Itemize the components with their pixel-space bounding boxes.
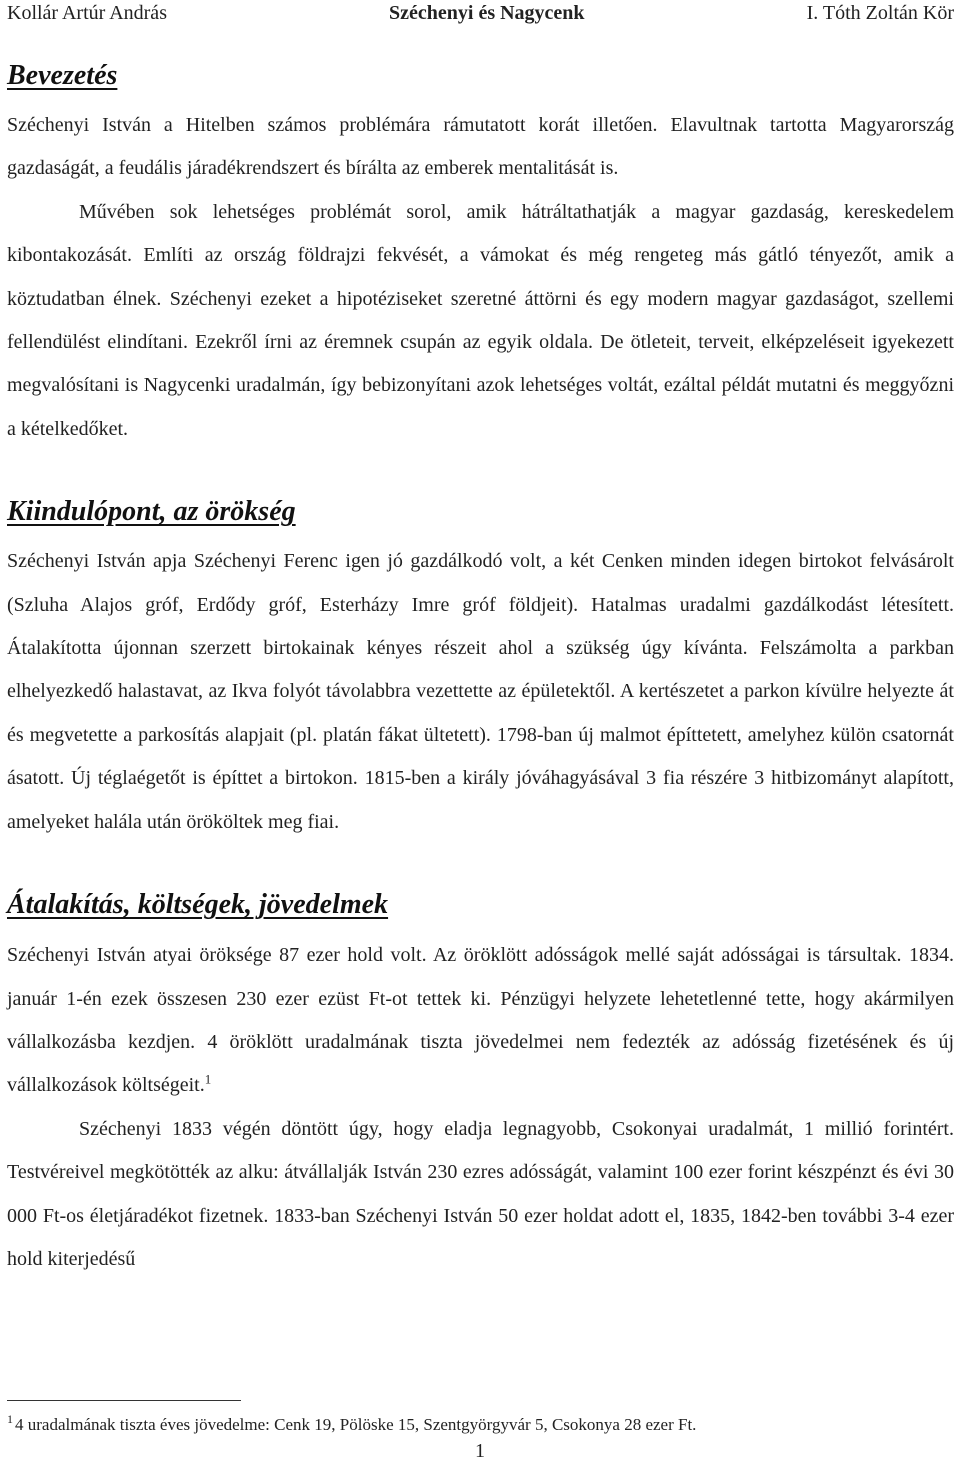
- running-header: [7, 0, 954, 25]
- paragraph-atalakitas-1: [7, 934, 954, 1108]
- header-author: Kollár Artúr András: [7, 2, 167, 24]
- footnote: [7, 1414, 696, 1436]
- paragraph-atalakitas-2: [7, 1108, 954, 1282]
- footnote-separator: [7, 1400, 241, 1401]
- paragraph-bevezetes-opening: Széchenyi István a Hitelben számos problémára rámutatott korát illetően. Elavultnak tartotta Magyarország gazdaságát, a feudális járadékrendszert és bírálta az emberek mentalitását is.: [7, 114, 954, 180]
- header-title: Széchenyi és Nagycenk: [389, 2, 585, 24]
- section-heading-bevezetes: Bevezetés: [7, 60, 118, 91]
- section-heading-kiindulopont: Kiindulópont, az örökség: [7, 496, 296, 528]
- paragraph-bevezetes: [7, 104, 954, 451]
- footnote-reference[interactable]: 1: [204, 1071, 212, 1087]
- header-organization: I. Tóth Zoltán Kör: [806, 2, 954, 24]
- paragraph-bevezetes-body: Művében sok lehetséges problémát sorol, amik hátráltathatják a magyar gazdaság, kereskedelem kibontakozását. Említi az ország földrajzi fekvését, a vámokat és még rengeteg más gátló tényezőt, amik a köztudatban élnek. Széchenyi ezeket a hipotéziseket szeretné áttörni és egy modern magyar gazdaságot, szellemi fellendülést elindítani. Ezekről írni az éremnek csupán az egyik oldala. De ötleteit, terveit, elképzeléseit igyekezett megvalósítani is Nagycenki uradalmán, így bebizonyítani azok lehetséges voltát, ezáltal példát mutatni és meggyőzni a kételkedőket.: [7, 200, 954, 440]
- footnote-number: 1: [7, 1412, 13, 1427]
- paragraph-kiindulopont: Széchenyi István apja Széchenyi Ferenc igen jó gazdálkodó volt, a két Cenken minden idegen birtokot felvásárolt (Szluha Alajos gróf, Erdődy gróf, Esterházy Imre gróf földjeit). Hatalmas uradalmi gazdálkodást létesített. Átalakította újonnan szerzett birtokainak kényes részeit ahol a szükség úgy kívánta. Felszámolta a parkban elhelyezkedő halastavat, az Ikva folyót távolabbra vezettette az épületektől. A kertészetet a parkon kívülre helyezte át és megvetette a parkosítás alapjait (pl. platán fákat ültetett). 1798-ban új malmot építtetett, amelyhez külön csatornát ásatott. Új téglaégetőt is építtet a birtokon. 1815-ben a király jóváhagyásával 3 fia részére 3 hitbizományt alapított, amelyeket halála után örököltek meg fiai.: [7, 550, 954, 833]
- footnote-text: 4 uradalmának tiszta éves jövedelme: Cenk 19, Pölöske 15, Szentgyörgyvár 5, Csokonya 28 ezer Ft.: [15, 1415, 697, 1434]
- paragraph-atalakitas-1-text: Széchenyi István atyai öröksége 87 ezer hold volt. Az öröklött adósságok mellé saját adósságai is társultak. 1834. január 1-én ezek összesen 230 ezer ezüst Ft-ot tettek ki. Pénzügyi helyzete lehetetlenné tette, hogy akármilyen vállalkozásba kezdjen. 4 öröklött uradalmának tiszta jövedelmei nem fedezték az adósság fizetésének és új vállalkozások költségeit.: [7, 944, 954, 1097]
- page-number: 1: [475, 1440, 485, 1462]
- paragraph-atalakitas-2-text: Széchenyi 1833 végén döntött úgy, hogy eladja legnagyobb, Csokonyai uradalmát, 1 millió forintért. Testvéreivel megkötötték az alku: átvállalják István 230 ezres adósságát, valamint 100 ezer forint készpénzt és évi 30 000 Ft-os életjáradékot fizetnek. 1833-ban Széchenyi István 50 ezer holdat adott el, 1835, 1842-ben további 3-4 ezer hold kiterjedésű: [7, 1117, 954, 1270]
- section-heading-atalakitas: Átalakítás, költségek, jövedelmek: [7, 889, 389, 921]
